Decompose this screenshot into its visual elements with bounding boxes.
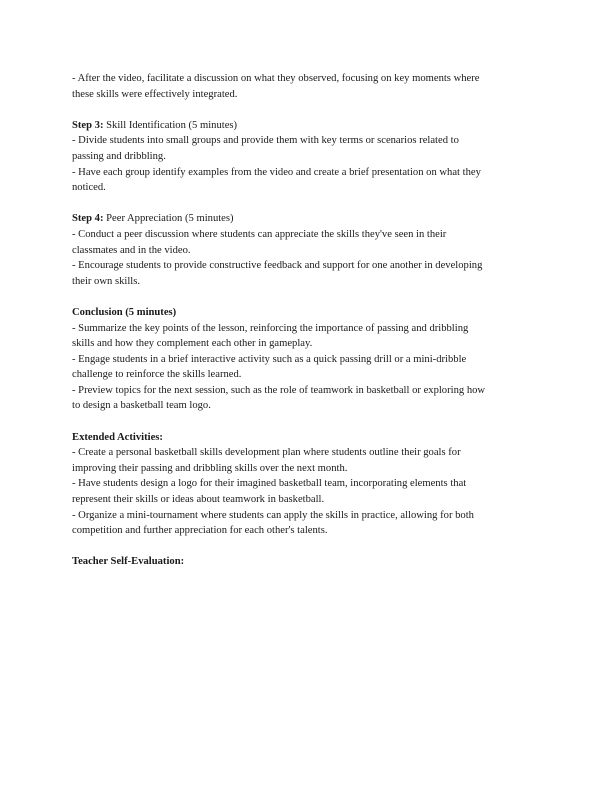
step-3-label: Step 3: (72, 119, 104, 131)
step-4-title: Peer Appreciation (5 minutes) (103, 213, 234, 225)
extended-line-2: improving their passing and dribbling skills over the next month. (72, 462, 348, 474)
teacher-self-evaluation-heading: Teacher Self-Evaluation: (72, 556, 185, 568)
step-3-line-1: - Divide students into small groups and provide them with key terms or scenarios related to (72, 135, 459, 147)
intro-section (72, 71, 544, 102)
intro-line-2: these skills were effectively integrated. (72, 88, 238, 100)
extended-line-1: - Create a personal basketball skills development plan where students outline their goals for (72, 447, 461, 459)
conclusion-line-6: to design a basketball team logo. (72, 400, 211, 412)
extended-line-4: represent their skills or ideas about teamwork in basketball. (72, 494, 325, 506)
step-3-line-3: - Have each group identify examples from the video and create a brief presentation on what they (72, 166, 481, 178)
step-4-section (72, 211, 544, 289)
step-3-title: Skill Identification (5 minutes) (103, 119, 238, 131)
step-3-section (72, 118, 544, 196)
document-page (72, 71, 544, 586)
step-4-heading (72, 211, 544, 227)
step-4-line-1: - Conduct a peer discussion where students can appreciate the skills they've seen in their (72, 228, 447, 240)
conclusion-section (72, 305, 544, 414)
step-3-line-2: passing and dribbling. (72, 150, 166, 162)
extended-activities-heading: Extended Activities: (72, 431, 163, 443)
extended-line-6: competition and further appreciation for each other's talents. (72, 525, 328, 537)
conclusion-heading: Conclusion (5 minutes) (72, 306, 177, 318)
intro-line-1: - After the video, facilitate a discussion on what they observed, focusing on key moments where (72, 73, 480, 84)
conclusion-line-1: - Summarize the key points of the lesson, reinforcing the importance of passing and dribbling (72, 322, 469, 334)
step-4-line-3: - Encourage students to provide constructive feedback and support for one another in developing (72, 260, 483, 272)
step-3-line-4: noticed. (72, 182, 106, 194)
step-4-line-2: classmates and in the video. (72, 244, 191, 256)
extended-activities-section (72, 430, 544, 539)
extended-line-5: - Organize a mini-tournament where students can apply the skills in practice, allowing for both (72, 509, 474, 521)
conclusion-line-2: skills and how they complement each other in gameplay. (72, 338, 313, 350)
conclusion-line-5: - Preview topics for the next session, such as the role of teamwork in basketball or exploring how (72, 384, 486, 396)
step-3-heading (72, 118, 544, 134)
step-4-label: Step 4: (72, 213, 104, 225)
extended-line-3: - Have students design a logo for their imagined basketball team, incorporating elements that (72, 478, 467, 490)
teacher-self-evaluation-section (72, 554, 544, 570)
conclusion-line-3: - Engage students in a brief interactive activity such as a quick passing drill or a mini-dribble (72, 353, 467, 365)
conclusion-line-4: challenge to reinforce the skills learned. (72, 369, 242, 381)
step-4-line-4: their own skills. (72, 275, 140, 287)
